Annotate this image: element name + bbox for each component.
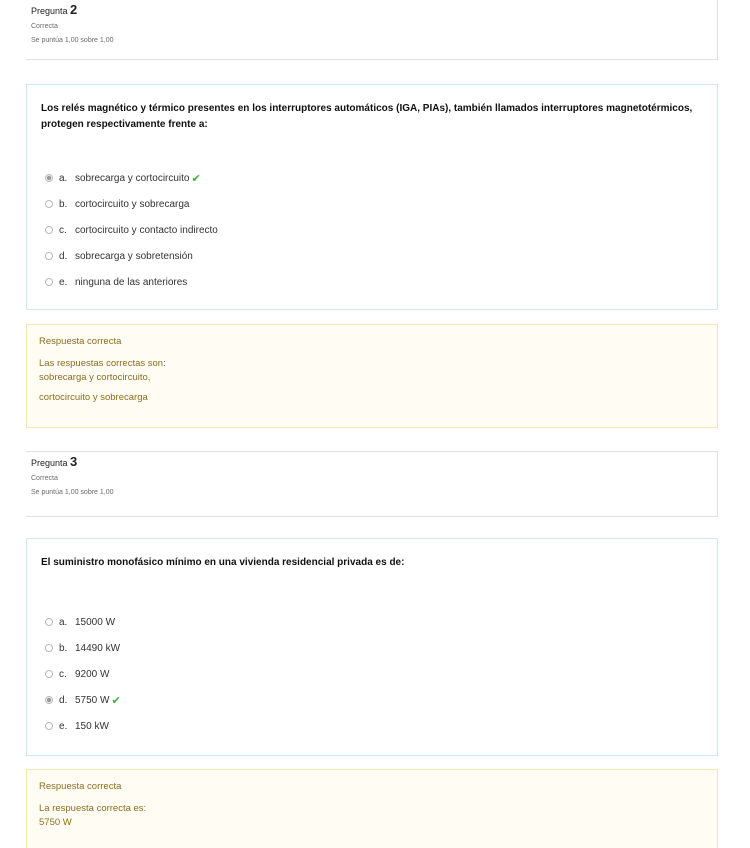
q3-grade: Se puntúa 1,00 sobre 1,00	[31, 489, 114, 496]
q3-feedback-title: Respuesta correcta	[39, 781, 122, 792]
q3-option-a[interactable]	[45, 615, 115, 629]
q2-option-b-text: cortocircuito y sobrecarga	[75, 198, 190, 210]
q2-option-b-radio[interactable]	[45, 200, 53, 208]
q2-option-e-radio[interactable]	[45, 278, 53, 286]
q3-option-b-letter: b.	[59, 642, 68, 654]
q3-option-d[interactable]	[45, 693, 121, 707]
q3-option-c[interactable]	[45, 667, 109, 681]
q3-info-panel	[26, 451, 718, 517]
q2-option-c-letter: c.	[59, 224, 67, 236]
q3-option-a-letter: a.	[59, 616, 68, 628]
q2-option-a-letter: a.	[59, 172, 68, 184]
q3-question-text: El suministro monofásico mínimo en una vivienda residencial privada es de:	[41, 557, 405, 568]
q2-option-d-letter: d.	[59, 250, 68, 262]
q3-option-e[interactable]	[45, 719, 109, 733]
q3-feedback-panel	[26, 769, 718, 848]
q2-feedback-answer-1: sobrecarga y cortocircuito,	[39, 372, 151, 383]
q3-option-c-radio[interactable]	[45, 670, 53, 678]
q3-option-b-text: 14490 kW	[75, 642, 121, 654]
q2-option-d-radio[interactable]	[45, 252, 53, 260]
q3-feedback-intro: La respuesta correcta es:	[39, 803, 147, 814]
q3-option-d-radio[interactable]	[45, 696, 53, 704]
check-icon: ✔	[191, 172, 201, 185]
q2-option-c-radio[interactable]	[45, 226, 53, 234]
q3-option-d-letter: d.	[59, 694, 68, 706]
q2-option-e[interactable]	[45, 275, 187, 289]
q2-question-text: Los relés magnético y térmico presentes en los interruptores automáticos (IGA, PIAs), también llamados interruptores magnetotérmicos, protegen respectivamente frente a:	[41, 103, 693, 130]
q2-option-d-text: sobrecarga y sobretensión	[75, 250, 193, 262]
q2-feedback-panel	[26, 324, 718, 428]
q3-option-d-text: 5750 W	[75, 694, 110, 706]
q3-option-a-radio[interactable]	[45, 618, 53, 626]
q2-grade: Se puntúa 1,00 sobre 1,00	[31, 37, 114, 44]
q3-option-b[interactable]	[45, 641, 120, 655]
q2-number-label: Pregunta	[31, 6, 68, 16]
q2-option-e-text: ninguna de las anteriores	[75, 276, 188, 288]
q3-formulation	[26, 538, 718, 756]
q3-number: 3	[70, 454, 78, 469]
check-icon: ✔	[111, 694, 121, 707]
q2-number-heading	[31, 3, 712, 18]
q3-feedback-answer-1: 5750 W	[39, 817, 72, 828]
q2-feedback-answer-2: cortocircuito y sobrecarga	[39, 392, 148, 403]
q2-option-a-radio[interactable]	[45, 174, 53, 182]
q3-option-e-radio[interactable]	[45, 722, 53, 730]
q3-option-e-text: 150 kW	[75, 720, 109, 732]
q2-option-b-letter: b.	[59, 198, 68, 210]
q2-option-b[interactable]	[45, 197, 190, 211]
q3-state: Correcta	[31, 475, 58, 482]
q2-state: Correcta	[31, 23, 58, 30]
q3-option-c-text: 9200 W	[75, 668, 110, 680]
q2-option-c-text: cortocircuito y contacto indirecto	[75, 224, 218, 236]
q2-feedback-intro: Las respuestas correctas son:	[39, 358, 166, 369]
q3-option-b-radio[interactable]	[45, 644, 53, 652]
q2-feedback-title: Respuesta correcta	[39, 336, 122, 347]
q2-option-a[interactable]	[45, 171, 201, 185]
q3-number-label: Pregunta	[31, 458, 68, 468]
q2-info-panel	[26, 0, 718, 60]
q3-number-heading	[31, 455, 712, 470]
q2-option-c[interactable]	[45, 223, 218, 237]
q3-option-a-text: 15000 W	[75, 616, 116, 628]
q2-option-d[interactable]	[45, 249, 193, 263]
q3-option-e-letter: e.	[59, 720, 68, 732]
q3-option-c-letter: c.	[59, 668, 67, 680]
q2-option-e-letter: e.	[59, 276, 68, 288]
q2-option-a-text: sobrecarga y cortocircuito	[75, 172, 190, 184]
q2-number: 2	[70, 2, 78, 17]
